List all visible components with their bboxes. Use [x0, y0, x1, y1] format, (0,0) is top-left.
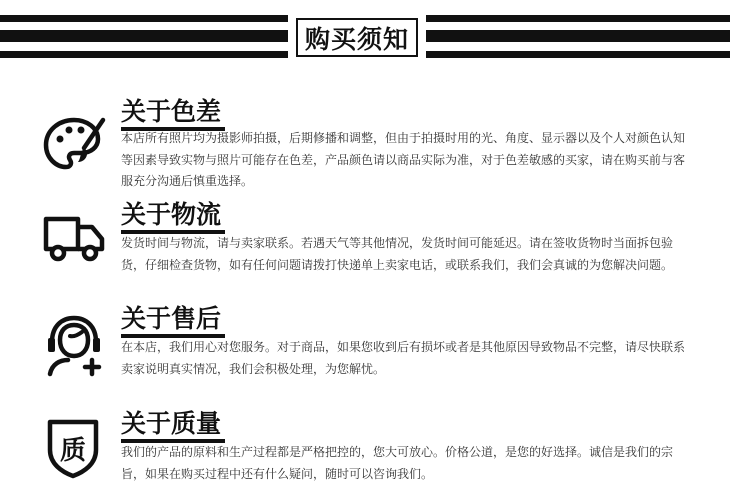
section-title: 关于物流 — [121, 200, 222, 229]
section-title: 关于售后 — [121, 304, 222, 333]
quality-shield-icon — [40, 412, 108, 480]
palette-icon — [40, 112, 108, 180]
customer-service-icon — [40, 310, 108, 378]
section-text: 本店所有照片均为摄影师拍摄，后期修播和调整，但由于拍摄时用的光、角度、显示器以及个人对颜色认知等因素导致实物与照片可能存在色差，产品颜色请以商品实际为准，对于色差敏感的买家，请在购买前与客服充分沟通后慎重选择。 — [121, 131, 686, 188]
section-title: 关于色差 — [121, 97, 222, 126]
section-text: 发货时间与物流，请与卖家联系。若遇天气等其他情况，发货时间可能延迟。请在签收货物时当面拆包验货，仔细检查货物，如有任何问题请拨打快递单上卖家电话，或联系我们，我们会真诚的为您解决问题。 — [121, 236, 674, 272]
section-text: 我们的产品的原料和生产过程都是严格把控的，您大可放心。价格公道，是您的好选择。诚信是我们的宗旨，如果在购买过程中还有什么疑问，随时可以咨询我们。 — [121, 445, 674, 481]
section-text: 在本店，我们用心对您服务。对于商品，如果您收到后有损坏或者是其他原因导致物品不完整，请尽快联系卖家说明真实情况，我们会积极处理，为您解忧。 — [121, 340, 686, 376]
truck-icon — [40, 203, 108, 271]
page-title: 购买须知 — [296, 18, 418, 57]
quality-shield-glyph: 质 — [59, 436, 87, 466]
section-title: 关于质量 — [121, 409, 222, 438]
